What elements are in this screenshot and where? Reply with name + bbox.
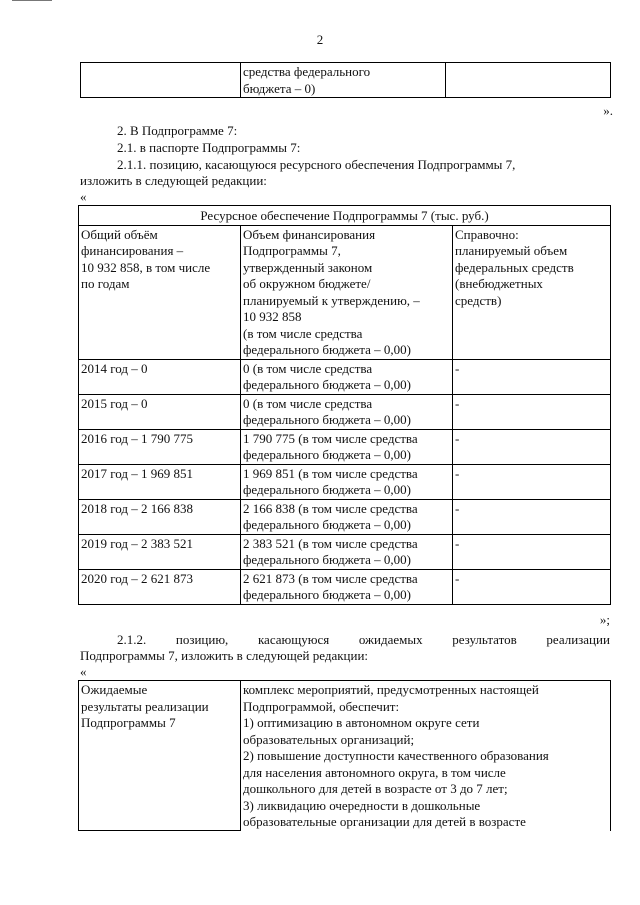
table-cell	[241, 63, 446, 98]
opening-quote: «	[80, 664, 87, 679]
word: результатов	[452, 632, 517, 647]
cell-line: образовательных организаций;	[243, 731, 415, 747]
cell-line: 10 932 858, в том числе	[81, 259, 211, 275]
word: касающуюся	[257, 632, 330, 647]
cell-line: (в том числе средства	[243, 325, 363, 341]
cell-line: федерального бюджета – 0,00)	[243, 377, 411, 392]
cell-line: бюджета – 0)	[243, 80, 316, 96]
reference-cell: -	[453, 534, 611, 569]
cell-line: результаты реализации	[81, 698, 209, 714]
subsection-heading: 2.1. в паспорте Подпрограммы 7:	[117, 140, 301, 155]
paragraph-line: изложить в следующей редакции:	[80, 173, 267, 188]
table-row	[79, 394, 611, 429]
results-label-cell	[79, 681, 241, 831]
table-cell	[81, 63, 241, 98]
word: ожидаемых	[358, 632, 423, 647]
table-row	[79, 569, 611, 604]
amount-cell	[241, 429, 453, 464]
cell-line: 3) ликвидацию очередности в дошкольные	[243, 797, 481, 813]
cell-line: планируемый объем	[455, 243, 568, 258]
year-cell: 2017 год – 1 969 851	[79, 464, 241, 499]
word: реализации	[546, 632, 610, 647]
table-title-row	[79, 206, 611, 226]
cell-line: федерального бюджета – 0,00)	[243, 482, 411, 497]
reference-cell: -	[453, 499, 611, 534]
year-cell: 2018 год – 2 166 838	[79, 499, 241, 534]
results-content-cell	[241, 681, 611, 831]
year-cell: 2016 год – 1 790 775	[79, 429, 241, 464]
table-row	[79, 499, 611, 534]
cell-line: 2) повышение доступности качественного образования	[243, 748, 549, 763]
cell-line: средства федерального	[243, 64, 371, 79]
top-rule	[12, 0, 52, 1]
cell-line: Подпрограммы 7,	[243, 243, 341, 258]
cell-line: 0 (в том числе средства	[243, 395, 373, 411]
table-row	[79, 464, 611, 499]
amount-cell	[241, 394, 453, 429]
table-row	[79, 534, 611, 569]
year-cell: 2014 год – 0	[79, 359, 241, 394]
closing-quote: »;	[599, 612, 610, 627]
year-cell: 2019 год – 2 383 521	[79, 534, 241, 569]
cell-line: Общий объём	[81, 226, 158, 242]
cell-line: по годам	[81, 276, 130, 291]
cell-line: федеральных средств	[455, 259, 574, 275]
cell-line: федерального бюджета – 0,00)	[243, 517, 411, 532]
cell-line: Подпрограммы 7	[81, 715, 176, 730]
year-cell: 2015 год – 0	[79, 394, 241, 429]
resource-table	[78, 205, 611, 605]
amount-cell	[241, 359, 453, 394]
section-heading: 2. В Подпрограмме 7:	[117, 123, 238, 138]
reference-cell: -	[453, 464, 611, 499]
word: 2.1.2.	[117, 632, 147, 647]
cell-line: финансирования –	[81, 243, 184, 258]
cell-line: средств)	[455, 292, 502, 308]
reference-cell: -	[453, 394, 611, 429]
table-row	[79, 429, 611, 464]
cell-line: образовательные организации для детей в возрасте	[243, 814, 526, 829]
header-cell-total	[79, 225, 241, 359]
table-row	[79, 359, 611, 394]
page-number: 2	[316, 32, 324, 47]
cell-line: (внебюджетных	[455, 276, 543, 291]
cell-line: федерального бюджета – 0,00)	[243, 552, 411, 567]
cell-line: дошкольного для детей в возрасте от 3 до 7 лет;	[243, 781, 508, 796]
cell-line: федерального бюджета – 0,00)	[243, 447, 411, 462]
table-row	[79, 681, 611, 831]
cell-line: Справочно:	[455, 226, 519, 242]
paragraph-line	[117, 632, 610, 649]
amount-cell	[241, 499, 453, 534]
header-cell-funding	[241, 225, 453, 359]
cell-line: комплекс мероприятий, предусмотренных настоящей	[243, 682, 539, 697]
cell-line: об окружном бюджете/	[243, 276, 371, 291]
header-cell-reference	[453, 225, 611, 359]
cell-line: 2 621 873 (в том числе средства	[243, 570, 418, 586]
amount-cell	[241, 464, 453, 499]
opening-quote: «	[80, 189, 87, 204]
cell-line: 10 932 858	[243, 309, 302, 324]
cell-line: планируемый к утверждению, –	[243, 292, 420, 308]
amount-cell	[241, 534, 453, 569]
paragraph-line: Подпрограммы 7, изложить в следующей редакции:	[80, 648, 369, 663]
continued-table	[80, 62, 611, 98]
cell-line: 2 383 521 (в том числе средства	[243, 535, 418, 551]
cell-line: для населения автономного округа, в том числе	[243, 764, 506, 780]
cell-line: Подпрограммой, обеспечит:	[243, 698, 400, 714]
cell-line: 2 166 838 (в том числе средства	[243, 500, 418, 516]
reference-cell: -	[453, 569, 611, 604]
cell-line: 1 790 775 (в том числе средства	[243, 430, 418, 446]
amount-cell	[241, 569, 453, 604]
reference-cell: -	[453, 429, 611, 464]
cell-line: 1) оптимизацию в автономном округе сети	[243, 715, 480, 730]
table-header-row	[79, 225, 611, 359]
table-cell	[446, 63, 611, 98]
paragraph-line: 2.1.1. позицию, касающуюся ресурсного обеспечения Подпрограммы 7,	[117, 157, 516, 172]
cell-line: Объем финансирования	[243, 226, 376, 242]
cell-line: федерального бюджета – 0,00)	[243, 587, 411, 602]
cell-line: Ожидаемые	[81, 682, 148, 697]
closing-quote: ».	[603, 103, 613, 118]
reference-cell: -	[453, 359, 611, 394]
year-cell: 2020 год – 2 621 873	[79, 569, 241, 604]
results-table	[78, 680, 611, 831]
table-title: Ресурсное обеспечение Подпрограммы 7 (тыс. руб.)	[79, 206, 611, 226]
cell-line: 0 (в том числе средства	[243, 360, 373, 376]
cell-line: 1 969 851 (в том числе средства	[243, 465, 418, 481]
cell-line: федерального бюджета – 0,00)	[243, 342, 411, 357]
cell-line: утвержденный законом	[243, 259, 373, 275]
word: позицию,	[175, 632, 229, 647]
table-row	[81, 63, 611, 98]
cell-line: федерального бюджета – 0,00)	[243, 412, 411, 427]
